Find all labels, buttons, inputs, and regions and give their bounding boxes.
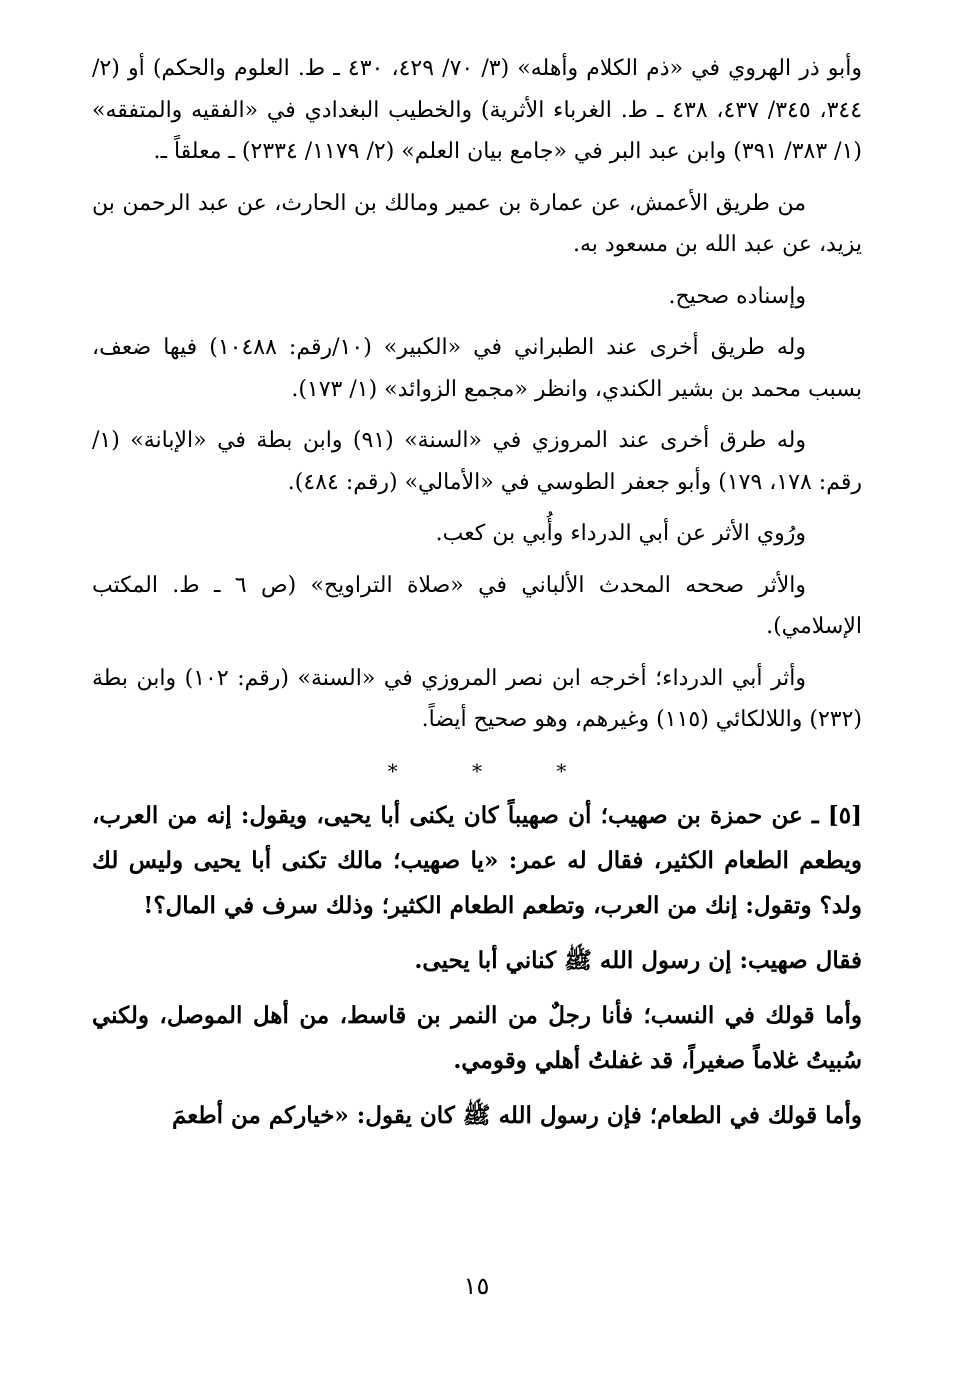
- footnote-paragraph: من طريق الأعمش، عن عمارة بن عمير ومالك بن الحارث، عن عبد الرحمن بن يزيد، عن عبد الله بن مسعود به.: [92, 190, 862, 257]
- hadith-paragraph: فقال صهيب: إن رسول الله ﷺ كناني أبا يحيى.: [414, 946, 862, 974]
- footnote-paragraph: وأثر أبي الدرداء؛ أخرجه ابن نصر المروزي في «السنة» (رقم: ١٠٢) وابن بطة (٢٣٢) واللالكائي (١١٥) وغيرهم، وهو صحيح أيضاً.: [92, 665, 862, 732]
- page-body: [92, 48, 862, 1148]
- section-separator: * * *: [387, 758, 601, 783]
- footnote-paragraph: والأثر صححه المحدث الألباني في «صلاة التراويح» (ص ٦ ـ ط. المكتب الإسلامي).: [92, 572, 862, 639]
- footnote-paragraph: وإسناده صحيح.: [668, 283, 806, 309]
- footnote-paragraph: وله طريق أخرى عند الطبراني في «الكبير» (١٠/رقم: ١٠٤٨٨) فيها ضعف، بسبب محمد بن بشير الكندي، وانظر «مجمع الزوائد» (١/ ١٧٣).: [92, 335, 862, 402]
- hadith-paragraph: [٥] ـ عن حمزة بن صهيب؛ أن صهيباً كان يكنى أبا يحيى، ويقول: إنه من العرب، ويطعم الطعام الكثير، فقال له عمر: «يا صهيب؛ مالك تكنى أبا يحيى وليس لك ولد؟ وتقول: إنك من العرب، وتطعم الطعام الكثير؛ وذلك سرف في المال؟!: [92, 801, 862, 919]
- page-number: ١٥: [463, 1272, 490, 1300]
- hadith-paragraph: وأما قولك في النسب؛ فأنا رجلٌ من النمر بن قاسط، من أهل الموصل، ولكني سُبيتُ غلاماً صغيراً، قد غفلتُ أهلي وقومي.: [92, 1001, 862, 1074]
- hadith-paragraph: وأما قولك في الطعام؛ فإن رسول الله ﷺ كان يقول: «خياركم من أطعمَ: [171, 1101, 862, 1129]
- footnote-paragraph: وأبو ذر الهروي في «ذم الكلام وأهله» (٣/ ٧٠/ ٤٢٩، ٤٣٠ ـ ط. العلوم والحكم) أو (٢/ ٣٤٤، ٣٤٥/ ٤٣٧، ٤٣٨ ـ ط. الغرباء الأثرية) والخطيب البغدادي في «الفقيه والمتفقه» (١/ ٣٨٣/ ٣٩١) وابن عبد البر في «جامع بيان العلم» (٢/ ١١٧٩/ ٢٣٣٤) ـ معلقاً ـ.: [92, 56, 863, 164]
- footnote-paragraph: ورُوي الأثر عن أبي الدرداء وأُبي بن كعب.: [435, 521, 806, 546]
- footnote-paragraph: وله طرق أخرى عند المروزي في «السنة» (٩١) وابن بطة في «الإبانة» (١/ رقم: ١٧٨، ١٧٩) وأبو جعفر الطوسي في «الأمالي» (رقم: ٤٨٤).: [92, 428, 862, 495]
